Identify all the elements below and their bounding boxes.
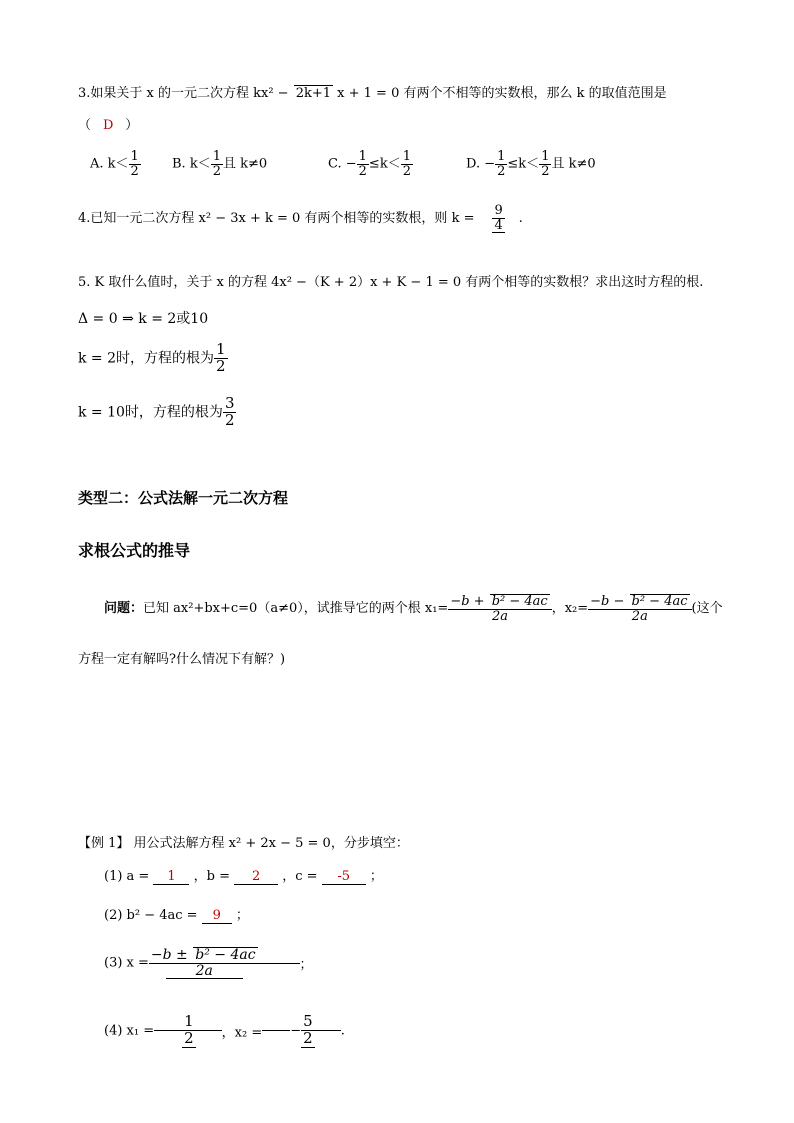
q3-opt-b-tail: 且 k≠0	[222, 156, 268, 172]
q3-opt-b-frac: $\frac{1}{2}$	[212, 149, 221, 179]
example-step4: (4) x₁ = $\frac{1}{2}$ ，x₂ = − $\frac{5}{2}$ .	[104, 1012, 345, 1047]
q3-sqrt	[294, 85, 333, 101]
x2-answer-frac: $\frac{5}{2}$	[303, 1012, 313, 1047]
x1-answer-frac: $\frac{1}{2}$	[184, 1012, 194, 1047]
discriminant-blank: 9	[202, 908, 232, 924]
q3-answer: D	[102, 118, 114, 133]
q3-sqrt-inner: 2k+1	[295, 86, 332, 101]
q3-stem	[78, 82, 667, 101]
q3-opt-d-frac2: $\frac{1}{2}$	[541, 149, 550, 179]
q3-opt-a-frac: $\frac{1}{2}$	[130, 149, 139, 179]
problem-x1-frac: $\frac{\text{−b + b² − 4ac}}{2a}$	[448, 594, 551, 623]
b-value-blank: 2	[234, 869, 278, 885]
q5-line2-text: k = 2时，方程的根为	[78, 350, 215, 367]
q3-opt-c-frac1: $\frac{1}{2}$	[358, 149, 367, 179]
q5-line2	[78, 342, 228, 375]
q3-option-d	[466, 150, 596, 178]
q4-text: 4.已知一元二次方程 x² − 3x + k = 0 有两个相等的实数根，则 k =	[78, 211, 475, 227]
q3-paren-open: （	[78, 118, 92, 133]
step3-blank-tail	[260, 963, 300, 964]
problem-text: 已知 ax²+bx+c=0（a≠0），试推导它的两个根 x₁=	[143, 601, 449, 617]
q3-option-a	[90, 150, 141, 178]
q3-option-b	[172, 150, 267, 178]
problem-sep: ，x₂=	[551, 601, 589, 617]
q3-opt-d-label: D. −	[466, 156, 496, 172]
q3-opt-c-label: C. −	[328, 156, 357, 172]
q3-text-b: x + 1 = 0 有两个不相等的实数根，那么 k 的取值范围是	[333, 86, 667, 101]
q3-opt-d-tail: 且 k≠0	[551, 156, 596, 172]
section-subtitle: 求根公式的推导	[78, 541, 191, 560]
q3-opt-c-mid: ≤k＜	[368, 156, 401, 172]
q3-opt-a-label: A. k＜	[90, 156, 129, 172]
q5-line3	[78, 396, 236, 429]
q3-answer-line	[78, 114, 138, 133]
q4	[78, 204, 523, 233]
q3-paren-close: ）	[125, 118, 139, 133]
q5-stem: 5. K 取什么值时，关于 x 的方程 4x² −（K + 2）x + K − 1 = 0 有两个相等的实数根？求出这时方程的根.	[78, 275, 704, 290]
example-step1: (1) a = 1 ，b = 2 ，c = -5 ；	[104, 869, 383, 884]
q5-line2-frac: $\frac{1}{2}$	[216, 340, 226, 375]
q3-opt-d-frac1: $\frac{1}{2}$	[497, 149, 506, 179]
problem-tail: (这个	[691, 601, 723, 617]
q3-option-c	[328, 150, 413, 178]
problem-line2: 方程一定有解吗?什么情况下有解？)	[78, 652, 286, 667]
q4-answer-blank	[479, 204, 519, 233]
q5-line3-frac: $\frac{3}{2}$	[224, 394, 235, 429]
q3-opt-b-label: B. k＜	[172, 156, 211, 172]
q4-tail: .	[518, 211, 523, 227]
q5-line1: Δ = 0 ⇒ k = 2或10	[78, 311, 209, 327]
q3-opt-d-mid: ≤k＜	[507, 156, 540, 172]
c-value-blank: -5	[322, 869, 366, 885]
problem-line1	[104, 594, 723, 623]
a-value-blank: 1	[153, 869, 189, 885]
example-step3: (3) x = $\frac{\text{−b ± b² − 4ac}}{2a}$ ；	[104, 947, 313, 979]
section-title: 类型二：公式法解一元二次方程	[78, 489, 289, 507]
example-title: 【例 1】 用公式法解方程 x² + 2x − 5 = 0，分步填空：	[78, 836, 409, 851]
problem-x2-frac: $\frac{\text{−b − b² − 4ac}}{2a}$	[588, 594, 691, 623]
q4-answer-frac: $\frac{9}{4}$	[494, 203, 503, 233]
example-step2: (2) b² − 4ac = 9 ；	[104, 908, 249, 923]
q5-line3-text: k = 10时，方程的根为	[78, 404, 223, 421]
q3-opt-c-frac2: $\frac{1}{2}$	[402, 149, 411, 179]
step3-formula-frac: $\frac{\text{−b ± b² − 4ac}}{2a}$	[149, 947, 260, 979]
q3-text-a: 3.如果关于 x 的一元二次方程 kx² −	[78, 86, 293, 101]
problem-label: 问题：	[104, 601, 144, 617]
